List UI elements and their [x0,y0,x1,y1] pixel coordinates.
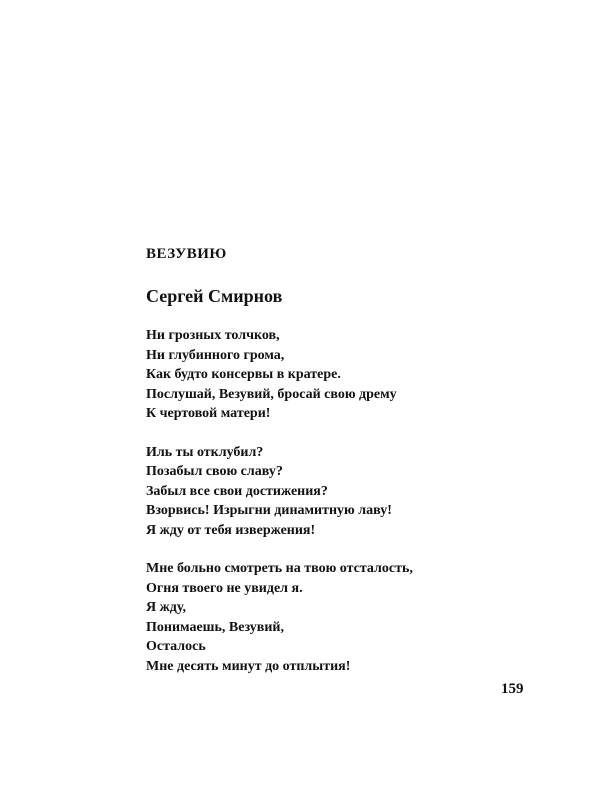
poem-line: Ни глубинного грома, [146,347,285,363]
poem-line: Огня твоего не увидел я. [146,580,303,596]
poem-line: Я жду от тебя извержения! [146,522,316,538]
poem-line: Забыл все свои достижения? [146,483,328,499]
poem-line: К чертовой матери! [146,406,271,421]
stanza-2 [146,443,566,541]
stanza-3 [146,559,566,676]
stanza-1 [146,326,566,424]
poem-title: ВЕЗУВИЮ [146,246,227,262]
poem-line: Мне десять минут до отплытия! [146,658,351,674]
poem-line: Понимаешь, Везувий, [146,619,284,635]
poem-line: Осталось [146,639,206,654]
page-number: 159 [501,681,524,697]
poem-line: Взорвись! Изрыгни динамитную лаву! [146,503,392,518]
poem-author: Сергей Смирнов [146,286,283,306]
poem-line: Послушай, Везувий, бросай свою дрему [146,386,397,402]
poem-line: Мне больно смотреть на твою отсталость, [146,561,413,576]
poem-line: Ни грозных толчков, [146,328,280,343]
poem-body [146,326,566,695]
poem-line: Я жду, [146,600,186,615]
poem-line: Позабыл свою славу? [146,464,283,479]
poem-line: Иль ты отклубил? [146,444,264,460]
poem-line: Как будто консервы в кратере. [146,367,341,382]
